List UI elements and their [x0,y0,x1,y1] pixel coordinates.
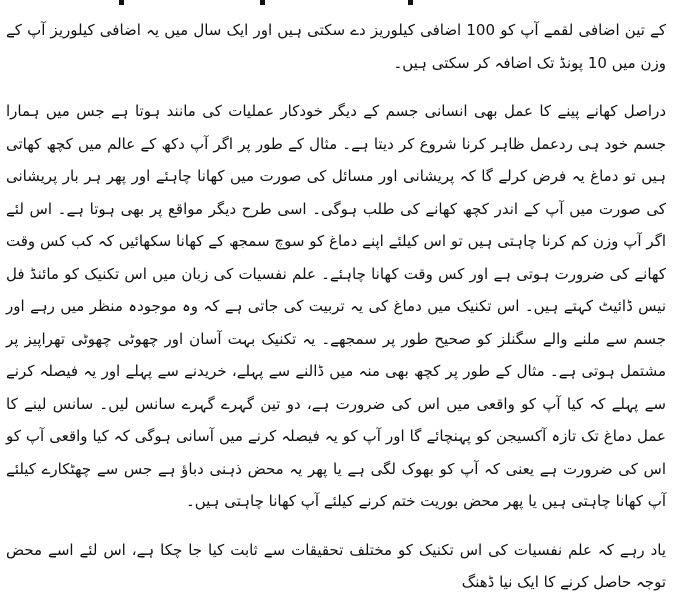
top-edge-remnant [0,0,673,6]
article-body [6,14,666,599]
text-remnant-mark [260,0,265,5]
text-remnant-mark [119,0,124,5]
paragraph-research-note: یاد رہے کہ علم نفسیات کی اس تکنیک کو مختلف تحقیقات سے ثابت کیا جا چکا ہے، اس لئے اسے محض توجہ حاصل کرنے کا ایک نیا ڈھنگ [6,540,666,591]
paragraph-intro-tail: کے تین اضافی لقمے آپ کو 100 اضافی کیلوریز دے سکتی ہیں اور ایک سال میں یہ اضافی کیلوریز آپ کے وزن میں 10 پونڈ تک اضافہ کر سکتی ہیں۔ [6,21,666,72]
text-remnant-mark [408,0,413,5]
paragraph-mindful-eating: دراصل کھانے پینے کا عمل بھی انسانی جسم کے دیگر خودکار عملیات کی مانند ہوتا ہے جس میں ہمارا جسم خود ہی ردعمل ظاہر کرنا شروع کر دیتا ہے۔ مثال کے طور پر اگر آپ دکھ کے عالم میں کچھ کھاتی ہیں تو دماغ یہ فرض کرلے گا کہ پریشانی اور مسائل کی صورت میں کھانا چاہئے اور پھر ہر بار پریشانی کی صورت میں آپ کے اندر کچھ کھانے کی طلب ہوگی۔ اسی طرح دیگر مواقع پر بھی ہوتا ہے۔ اس لئے اگر آپ وزن کم کرنا چاہتی ہیں تو اس کیلئے اپنے دماغ کو سوچ سمجھ کے کھانا سکھائیں کہ کب کس وقت کھانے کی ضرورت ہوتی ہے اور کس وقت کھانا چاہئے۔ علم نفسیات کی زبان میں اس تکنیک کو مائنڈ فل نیس ڈائیٹ کہتے ہیں۔ اس تکنیک میں دماغ کی یہ تربیت کی جاتی ہے کہ وہ موجودہ منظر میں رہے اور جسم سے ملنے والے سگنلز کو صحیح طور پر سمجھے۔ یہ تکنیک بہت آسان اور چھوٹی چھوٹی تھراپیز پر مشتمل ہوتی ہے۔ مثال کے طور پر کچھ بھی منہ میں ڈالنے سے پہلے، خریدنے سے پہلے اور یہ فیصلہ کرنے سے پہلے کہ کیا آپ کو واقعی میں اس کی ضرورت ہے، دو تین گہرے گہرے سانس لیں۔ سانس لینے کا عمل دماغ تک تازہ آکسیجن کو پہنچائے گا اور آپ کو یہ فیصلہ کرنے میں آسانی ہوگی کہ کیا واقعی آپ کو اس کی ضرورت ہے یعنی کہ آپ کو بھوک لگی ہے یا پھر یہ محض ذہنی دباؤ ہے جس سے چھٹکارے کیلئے آپ کھانا چاہتی ہیں یا پھر محض بوریت ختم کرنے کیلئے آپ کھانا چاہتی ہیں۔ [6,102,666,510]
